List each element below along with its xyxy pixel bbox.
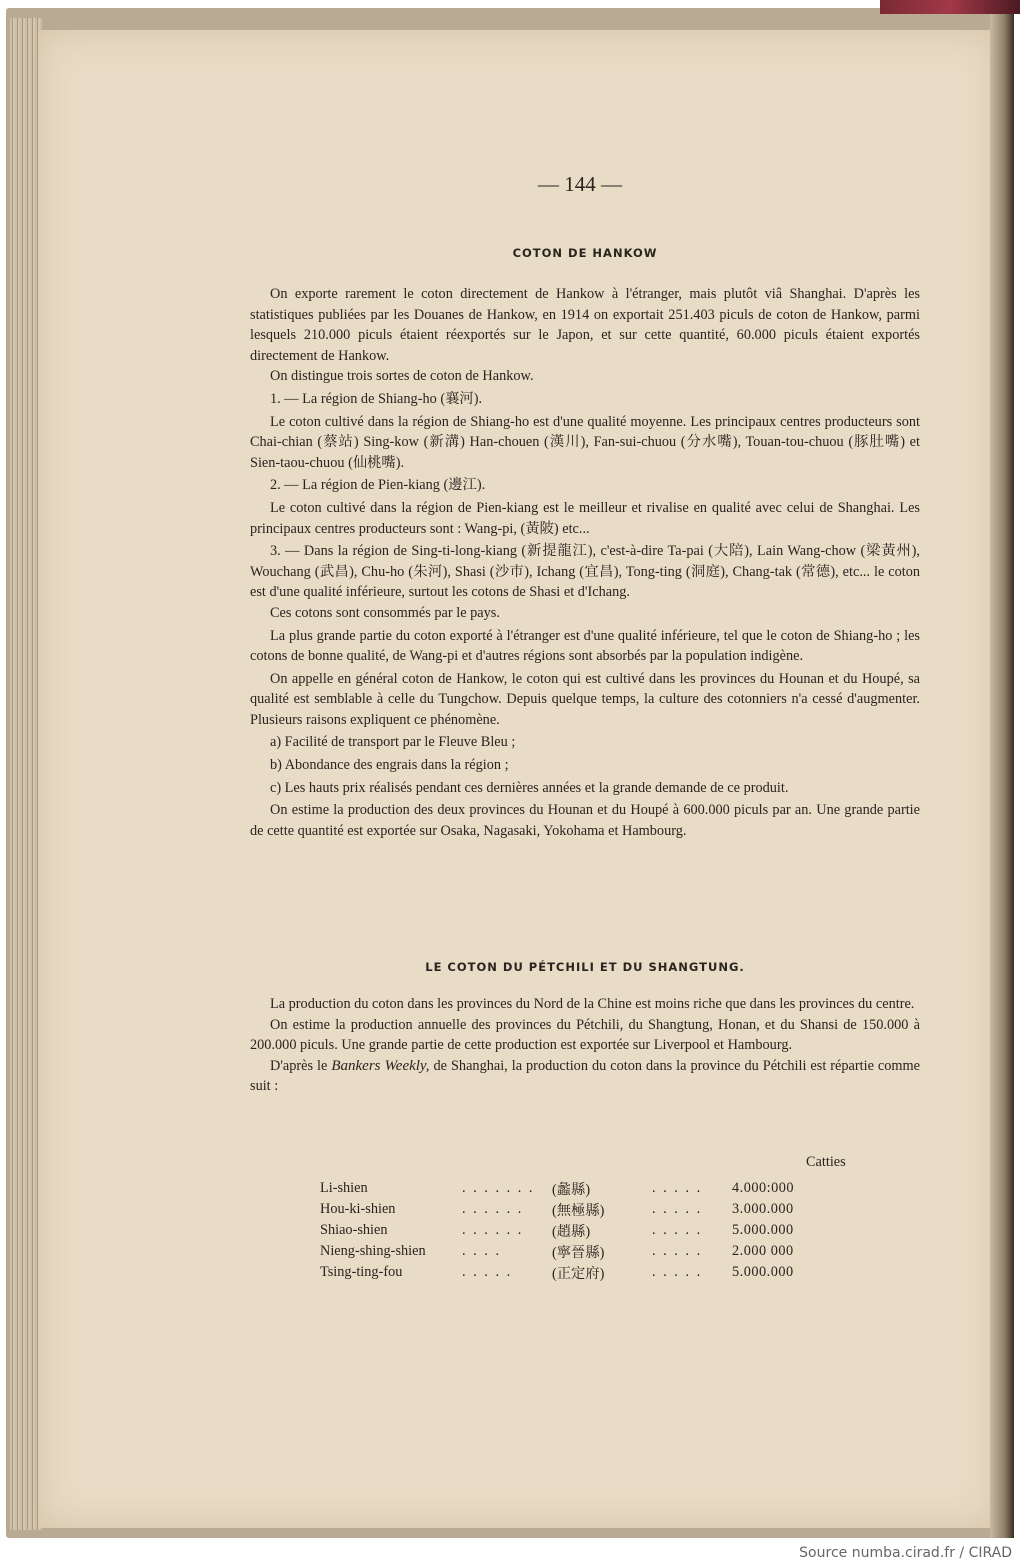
table-row xyxy=(320,1262,822,1283)
district-name: Tsing-ting-fou xyxy=(320,1264,403,1280)
leader-dots: . . . . . . xyxy=(462,1201,524,1217)
paragraph: 3. — Dans la région de Sing-ti-long-kiang (新提龍江), c'est-à-dire Ta-pai (大陪), Lain Wang-chow (梁黃州), Wouchang (武昌), Chu-ho (朱河), Shasi (沙市), Ichang (宜昌), Tong-ting (洞庭), Chang-tak (常德), etc... le coton est d'une qualité inférieure, surtout les cotons de Shasi et d'Ichang. xyxy=(250,543,920,601)
paragraph: 1. — La région de Shiang-ho (襄河). xyxy=(270,390,483,407)
leader-dots: . . . . . xyxy=(652,1243,703,1259)
paragraph: b) Abondance des engrais dans la région ; xyxy=(270,757,509,774)
paragraph: La production du coton dans les provinces du Nord de la Chine est moins riche que dans les provinces du centre. xyxy=(270,996,915,1012)
leader-dots: . . . . . xyxy=(652,1180,703,1196)
district-chinese: (蠡縣) xyxy=(552,1181,591,1198)
leader-dots: . . . . . xyxy=(462,1264,513,1280)
leader-dots: . . . . . xyxy=(652,1264,703,1280)
paragraph: c) Les hauts prix réalisés pendant ces dernières années et la grande demande de ce produit. xyxy=(270,779,789,796)
production-value: 5.000.000 xyxy=(732,1222,794,1238)
section-body-hankow xyxy=(250,284,920,841)
district-chinese: (正定府) xyxy=(552,1265,605,1282)
source-credit: Source numba.cirad.fr / CIRAD xyxy=(799,1545,1012,1561)
paragraph: Ces cotons sont consommés par le pays. xyxy=(270,604,500,621)
production-value: 5.000.000 xyxy=(732,1264,794,1280)
publication-title: Bankers Weekly, xyxy=(331,1057,430,1074)
leader-dots: . . . . . . xyxy=(462,1222,524,1238)
production-value: 3.000.000 xyxy=(732,1201,794,1217)
paragraph: Le coton cultivé dans la région de Pien-kiang est le meilleur et rivalise en qualité avec celui de Shanghai. Les principaux centres producteurs sont : Wang-pi, (黃陂) etc... xyxy=(250,499,920,537)
paragraph: On estime la production annuelle des provinces du Pétchili, du Shangtung, Honan, et du Shansi de 150.000 à 200.000 piculs. Une grande partie de cette production est exportée sur Liverpool et Hambourg. xyxy=(250,1016,920,1054)
table-row xyxy=(320,1199,822,1220)
section-heading-hankow: COTON DE HANKOW xyxy=(512,246,658,260)
production-value: 2.000 000 xyxy=(732,1243,794,1259)
paragraph: La plus grande partie du coton exporté à l'étranger est d'une qualité inférieure, tel que le coton de Shiang-ho ; les cotons de bonne qualité, de Wang-pi et d'autres régions sont absorbés par la population indigène. xyxy=(250,627,920,665)
leader-dots: . . . . xyxy=(462,1243,502,1259)
district-name: Shiao-shien xyxy=(320,1222,388,1238)
production-table xyxy=(320,1178,822,1283)
district-name: Li-shien xyxy=(320,1180,368,1196)
district-name: Nieng-shing-shien xyxy=(320,1243,426,1259)
district-name: Hou-ki-shien xyxy=(320,1201,396,1217)
intro-before: D'après le xyxy=(270,1057,332,1074)
table-row xyxy=(320,1241,822,1262)
paragraph: a) Facilité de transport par le Fleuve Bleu ; xyxy=(270,734,516,751)
leader-dots: . . . . . xyxy=(652,1222,703,1238)
paragraph: On appelle en général coton de Hankow, le coton qui est cultivé dans les provinces du Hounan et du Houpé, sa qualité est semblable à celle du Tungchow. Depuis quelque temps, la culture des cotonniers n'a cessé d'augmenter. Plusieurs raisons expliquent ce phénomène. xyxy=(250,670,920,728)
section-body-petchili xyxy=(250,994,920,1097)
page-number: — 144 — xyxy=(538,172,622,196)
intro-after: de Shanghai, la production du coton dans la province du Pétchili est répartie comme suit : xyxy=(250,1057,920,1095)
leader-dots: . . . . . . . xyxy=(462,1180,535,1196)
table-unit-header: Catties xyxy=(806,1154,846,1170)
table-row xyxy=(320,1178,822,1199)
section-heading-petchili: LE COTON DU PÉTCHILI ET DU SHANGTUNG. xyxy=(425,960,745,974)
district-chinese: (寧晉縣) xyxy=(552,1244,605,1261)
paragraph-intro xyxy=(250,1056,920,1097)
paragraph: Le coton cultivé dans la région de Shiang-ho est d'une qualité moyenne. Les principaux centres producteurs sont Chai-chian (蔡站) Sing-kow (新溝) Han-chouen (漢川), Fan-sui-chuou (分水嘴), Touan-tou-chuou (豚肚嘴) et Sien-taou-chuou (仙桃嘴). xyxy=(250,413,920,471)
paragraph: On exporte rarement le coton directement de Hankow à l'étranger, mais plutôt viâ Shanghai. D'après les statistiques publiées par les Douanes de Hankow, en 1914 on exportait 251.403 piculs de coton de Hankow, parmi lesquels 210.000 piculs étaient réexportés sur le Japon, et sur cette quantité, 60.000 piculs étaient exportés directement de Hankow. xyxy=(250,286,920,364)
production-value: 4.000:000 xyxy=(732,1180,795,1196)
district-chinese: (無極縣) xyxy=(552,1202,605,1219)
table-row xyxy=(320,1220,822,1241)
paragraph: 2. — La région de Pien-kiang (邊江). xyxy=(270,477,486,494)
paragraph: On distingue trois sortes de coton de Hankow. xyxy=(270,368,534,385)
leader-dots: . . . . . xyxy=(652,1201,703,1217)
district-chinese: (趙縣) xyxy=(552,1223,591,1240)
paragraph: On estime la production des deux provinces du Hounan et du Houpé à 600.000 piculs par an. Une grande partie de cette quantité est exportée sur Osaka, Nagasaki, Yokohama et Hambourg. xyxy=(250,802,920,839)
